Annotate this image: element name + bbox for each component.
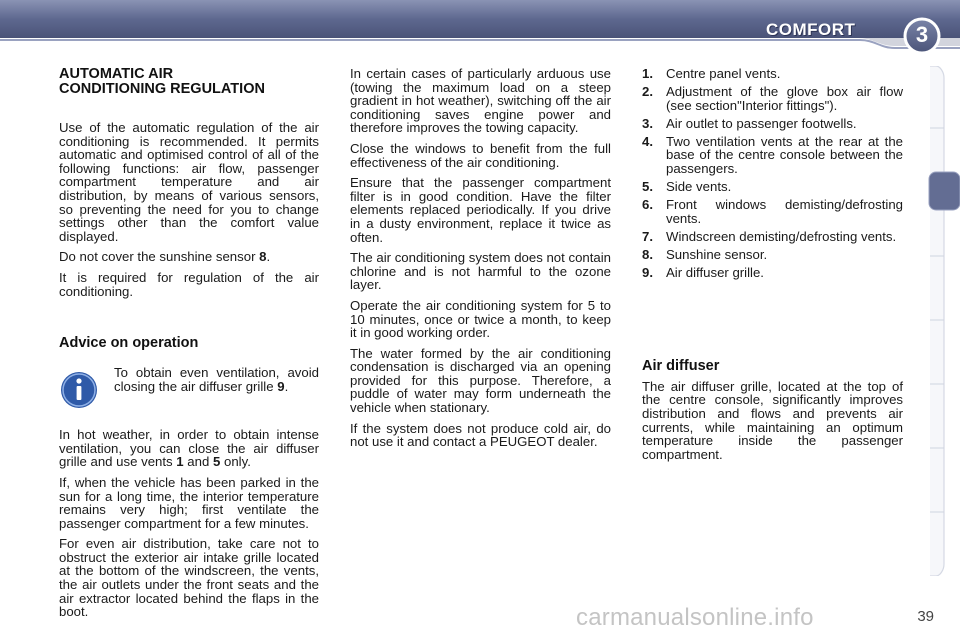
info-body: To obtain even ventilation, avoid closing the air diffuser grille	[114, 365, 319, 394]
info-icon	[59, 370, 99, 410]
item-text: Windscreen demisting/defrosting vents.	[666, 228, 897, 244]
info-note	[59, 366, 319, 418]
list-item	[642, 135, 903, 176]
item-number: 5.	[642, 179, 653, 195]
intro-paragraph: Use of the automatic regulation of the air conditioning is recommended. It permits automatic and optimised control of all of the following functions: air flow, passenger compartment temperature and air distribution, by means of various sensors, so preventing the need for you to change settings other than the comfort value displayed.	[59, 120, 319, 244]
item-number: 7.	[642, 228, 653, 244]
item-text: Front windows demisting/defrosting vents.	[666, 197, 903, 226]
item-number: 3.	[642, 115, 653, 131]
title-line-2: CONDITIONING REGULATION	[59, 81, 265, 97]
sensor-end: .	[266, 249, 271, 265]
hot-ref-2: 5	[212, 454, 221, 470]
page-number: 39	[917, 608, 934, 625]
list-item	[642, 230, 903, 244]
left-column	[59, 67, 319, 626]
title-line-1: AUTOMATIC AIR	[59, 66, 174, 82]
page-title	[59, 67, 319, 97]
parked-paragraph: If, when the vehicle has been parked in the sun for a long time, the interior temperature remains very high; first ventilate the passenger compartment for a few minutes.	[59, 474, 319, 531]
hot-ref-1: 1	[176, 454, 184, 470]
info-end: .	[284, 378, 289, 394]
list-item	[642, 117, 903, 131]
list-item	[642, 67, 903, 81]
air-diffuser-paragraph: The air diffuser grille, located at the top of the centre console, significantly improves distribution and flows and prevents air currents, while maintaining an optimum temperature inside the passenger compartment.	[642, 378, 903, 462]
mid-paragraph-3: Ensure that the passenger compartment filter is in good condition. Have the filter elements replaced periodically. If you drive in a dusty environment, replace it twice as often.	[350, 175, 611, 245]
required-paragraph: It is required for regulation of the air conditioning.	[59, 269, 319, 299]
item-number: 6.	[642, 197, 653, 213]
list-item	[642, 266, 903, 280]
info-ref: 9	[277, 378, 285, 394]
hot-b: and	[183, 454, 213, 470]
item-number: 4.	[642, 133, 653, 149]
item-text: Adjustment of the glove box air flow (see section"Interior fittings").	[666, 84, 903, 113]
mid-paragraph-1: In certain cases of particularly arduous use (towing the maximum load on a steep gradient in hot weather), switching off the air conditioning saves engine power and therefore improves the towing capacity.	[350, 66, 611, 136]
list-item	[642, 248, 903, 262]
item-text: Sunshine sensor.	[666, 247, 768, 263]
list-item	[642, 198, 903, 225]
right-column	[642, 67, 903, 468]
mid-paragraph-6: The water formed by the air conditioning condensation is discharged via an opening provided for this purpose. Therefore, a puddle of water may form underneath the vehicle when stationary.	[350, 345, 611, 416]
vent-list	[642, 67, 903, 280]
sensor-paragraph	[59, 250, 319, 264]
section-title: COMFORT	[766, 20, 856, 39]
chapter-tab-strip	[926, 66, 960, 576]
item-number: 9.	[642, 265, 653, 281]
item-text: Air diffuser grille.	[666, 265, 764, 281]
item-text: Air outlet to passenger footwells.	[666, 115, 857, 131]
sensor-text: Do not cover the sunshine sensor	[59, 249, 260, 265]
distribution-paragraph: For even air distribution, take care not to obstruct the exterior air intake grille located at the bottom of the windscreen, the vents, the air outlets under the front seats and the air extractor located behind the flaps in the boot.	[59, 536, 319, 620]
hot-a: In hot weather, in order to obtain intense ventilation, you can close the air diffuser grille and use vents	[59, 427, 319, 470]
air-diffuser-heading: Air diffuser	[642, 357, 720, 374]
mid-paragraph-5: Operate the air conditioning system for 5 to 10 minutes, once or twice a month, to keep it in good working order.	[350, 297, 611, 341]
chapter-number: 3	[915, 22, 929, 47]
watermark: carmanualsonline.info	[576, 604, 814, 631]
list-item	[642, 180, 903, 194]
mid-paragraph-4: The air conditioning system does not contain chlorine and is not harmful to the ozone layer.	[350, 250, 611, 293]
item-text: Two ventilation vents at the rear at the base of the centre console between the passengers.	[666, 133, 903, 177]
item-number: 2.	[642, 84, 653, 100]
hot-weather-paragraph	[59, 428, 319, 469]
mid-paragraph-2: Close the windows to benefit from the full effectiveness of the air conditioning.	[350, 140, 611, 170]
middle-column	[350, 67, 611, 456]
list-item	[642, 85, 903, 112]
item-text: Centre panel vents.	[666, 66, 781, 81]
hot-c: only.	[220, 454, 251, 470]
item-number: 1.	[642, 66, 653, 81]
sensor-ref: 8	[259, 249, 267, 265]
advice-heading: Advice on operation	[59, 335, 199, 352]
mid-paragraph-7: If the system does not produce cold air, do not use it and contact a PEUGEOT dealer.	[350, 420, 611, 450]
item-number: 8.	[642, 247, 653, 263]
item-text: Side vents.	[666, 179, 732, 195]
info-text	[114, 366, 319, 393]
